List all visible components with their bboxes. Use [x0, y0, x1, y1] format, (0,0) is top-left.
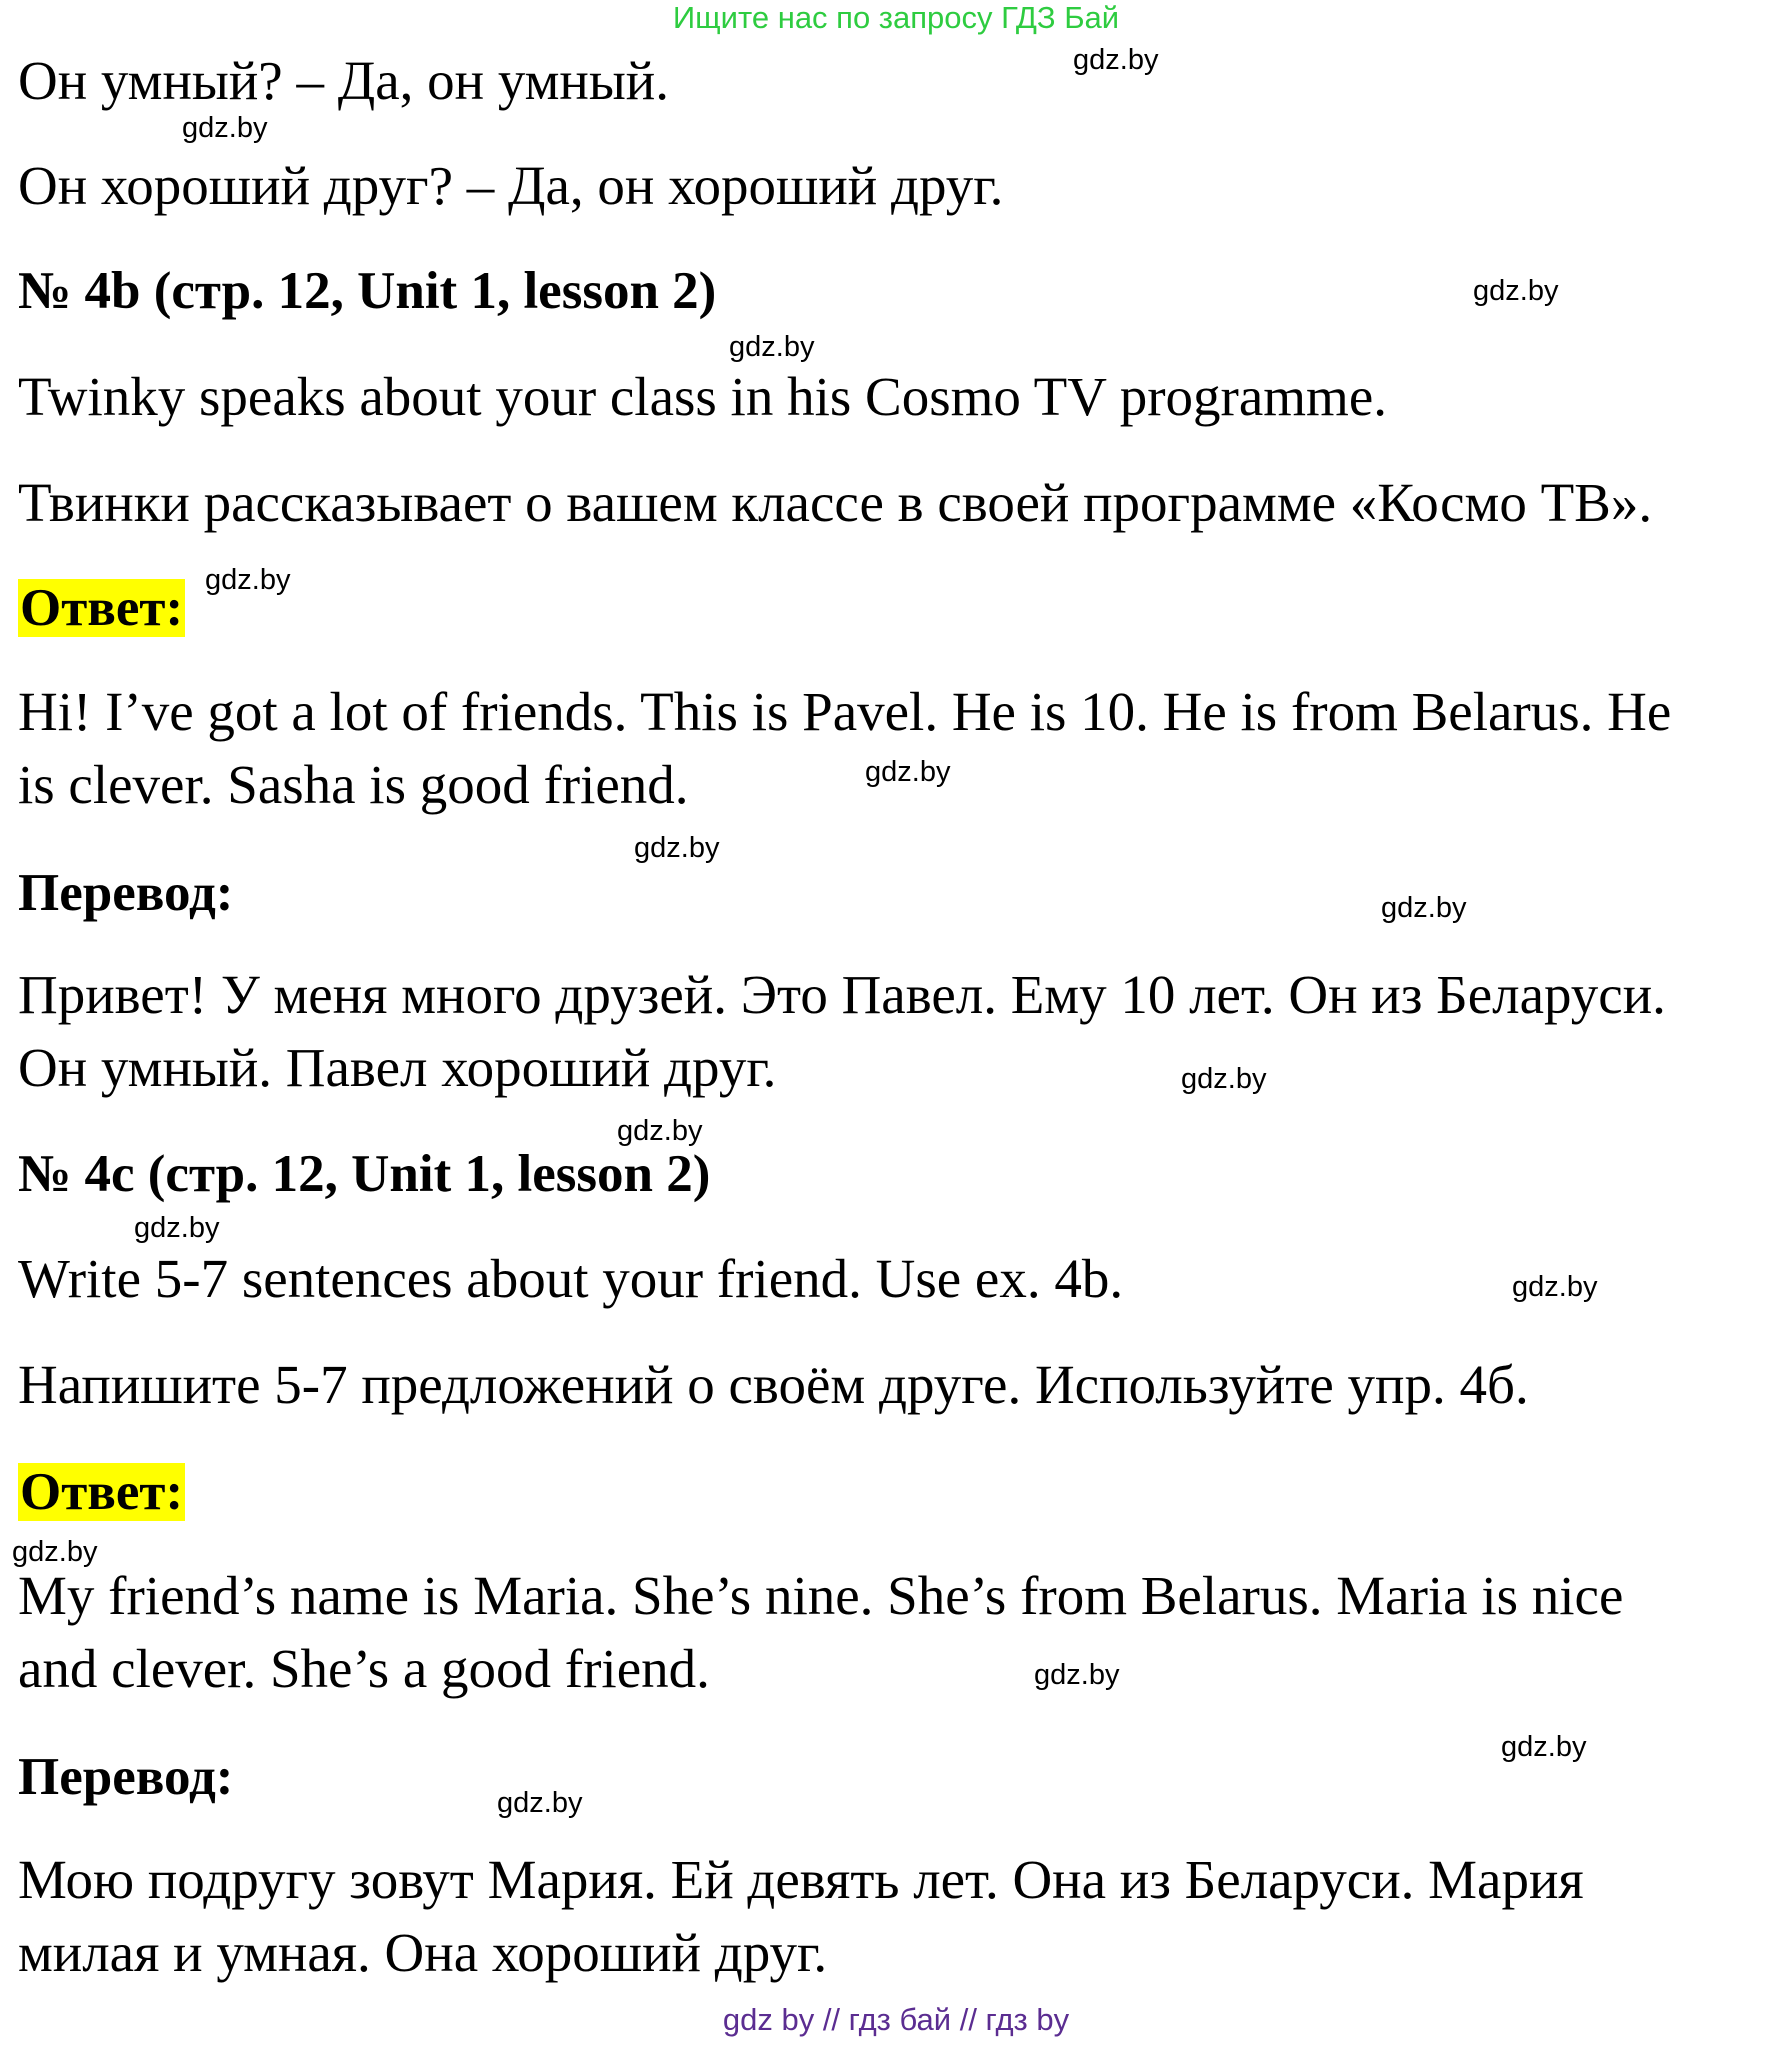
watermark: gdz.by: [617, 1115, 703, 1147]
watermark: gdz.by: [134, 1212, 220, 1244]
answer-text: My friend’s name is Maria. She’s nine. She’s from Belarus. Maria is nice: [18, 1565, 1624, 1626]
watermark: gdz.by: [182, 112, 268, 144]
watermark: gdz.by: [12, 1536, 98, 1568]
watermark: gdz.by: [1473, 275, 1559, 307]
watermark: gdz.by: [205, 564, 291, 596]
watermark: gdz.by: [1381, 892, 1467, 924]
watermark: gdz.by: [1073, 44, 1159, 76]
watermark: gdz.by: [865, 756, 951, 788]
translation-label: Перевод:: [18, 1748, 234, 1806]
answer-text: Hi! I’ve got a lot of friends. This is Pavel. He is 10. He is from Belarus. He: [18, 681, 1672, 742]
text-line: Он хороший друг? – Да, он хороший друг.: [18, 155, 1004, 216]
task-text: Twinky speaks about your class in his Cosmo TV programme.: [18, 366, 1387, 427]
exercise-heading: № 4b (стр. 12, Unit 1, lesson 2): [18, 262, 717, 320]
watermark: gdz.by: [1181, 1063, 1267, 1095]
answer-highlight: Ответ:: [20, 579, 184, 637]
task-translation: Напишите 5-7 предложений о своём друге. Используйте упр. 4б.: [18, 1354, 1529, 1415]
footer-links: gdz by // гдз бай // гдз by: [722, 2002, 1070, 2037]
watermark: gdz.by: [1034, 1659, 1120, 1691]
answer-label: [18, 1459, 185, 1525]
answer-label: [18, 575, 185, 641]
watermark: gdz.by: [1512, 1271, 1598, 1303]
answer-text: and clever. She’s a good friend.: [18, 1638, 710, 1699]
answer-text: is clever. Sasha is good friend.: [18, 754, 689, 815]
watermark: gdz.by: [634, 832, 720, 864]
translation-text: Он умный. Павел хороший друг.: [18, 1037, 777, 1098]
text-line: Он умный? – Да, он умный.: [18, 50, 669, 111]
task-text: Write 5-7 sentences about your friend. Use ex. 4b.: [18, 1248, 1124, 1309]
task-translation: Твинки рассказывает о вашем классе в своей программе «Космо ТВ».: [18, 472, 1653, 533]
answer-highlight: Ответ:: [20, 1463, 184, 1521]
watermark: gdz.by: [497, 1787, 583, 1819]
exercise-heading: № 4c (стр. 12, Unit 1, lesson 2): [18, 1145, 711, 1203]
translation-text: милая и умная. Она хороший друг.: [18, 1922, 828, 1983]
translation-text: Привет! У меня много друзей. Это Павел. Ему 10 лет. Он из Беларуси.: [18, 964, 1666, 1025]
watermark: gdz.by: [729, 331, 815, 363]
translation-label: Перевод:: [18, 864, 234, 922]
watermark: gdz.by: [1501, 1731, 1587, 1763]
translation-text: Мою подругу зовут Мария. Ей девять лет. Она из Беларуси. Мария: [18, 1849, 1584, 1910]
search-banner: Ищите нас по запросу ГДЗ Бай: [672, 0, 1120, 35]
